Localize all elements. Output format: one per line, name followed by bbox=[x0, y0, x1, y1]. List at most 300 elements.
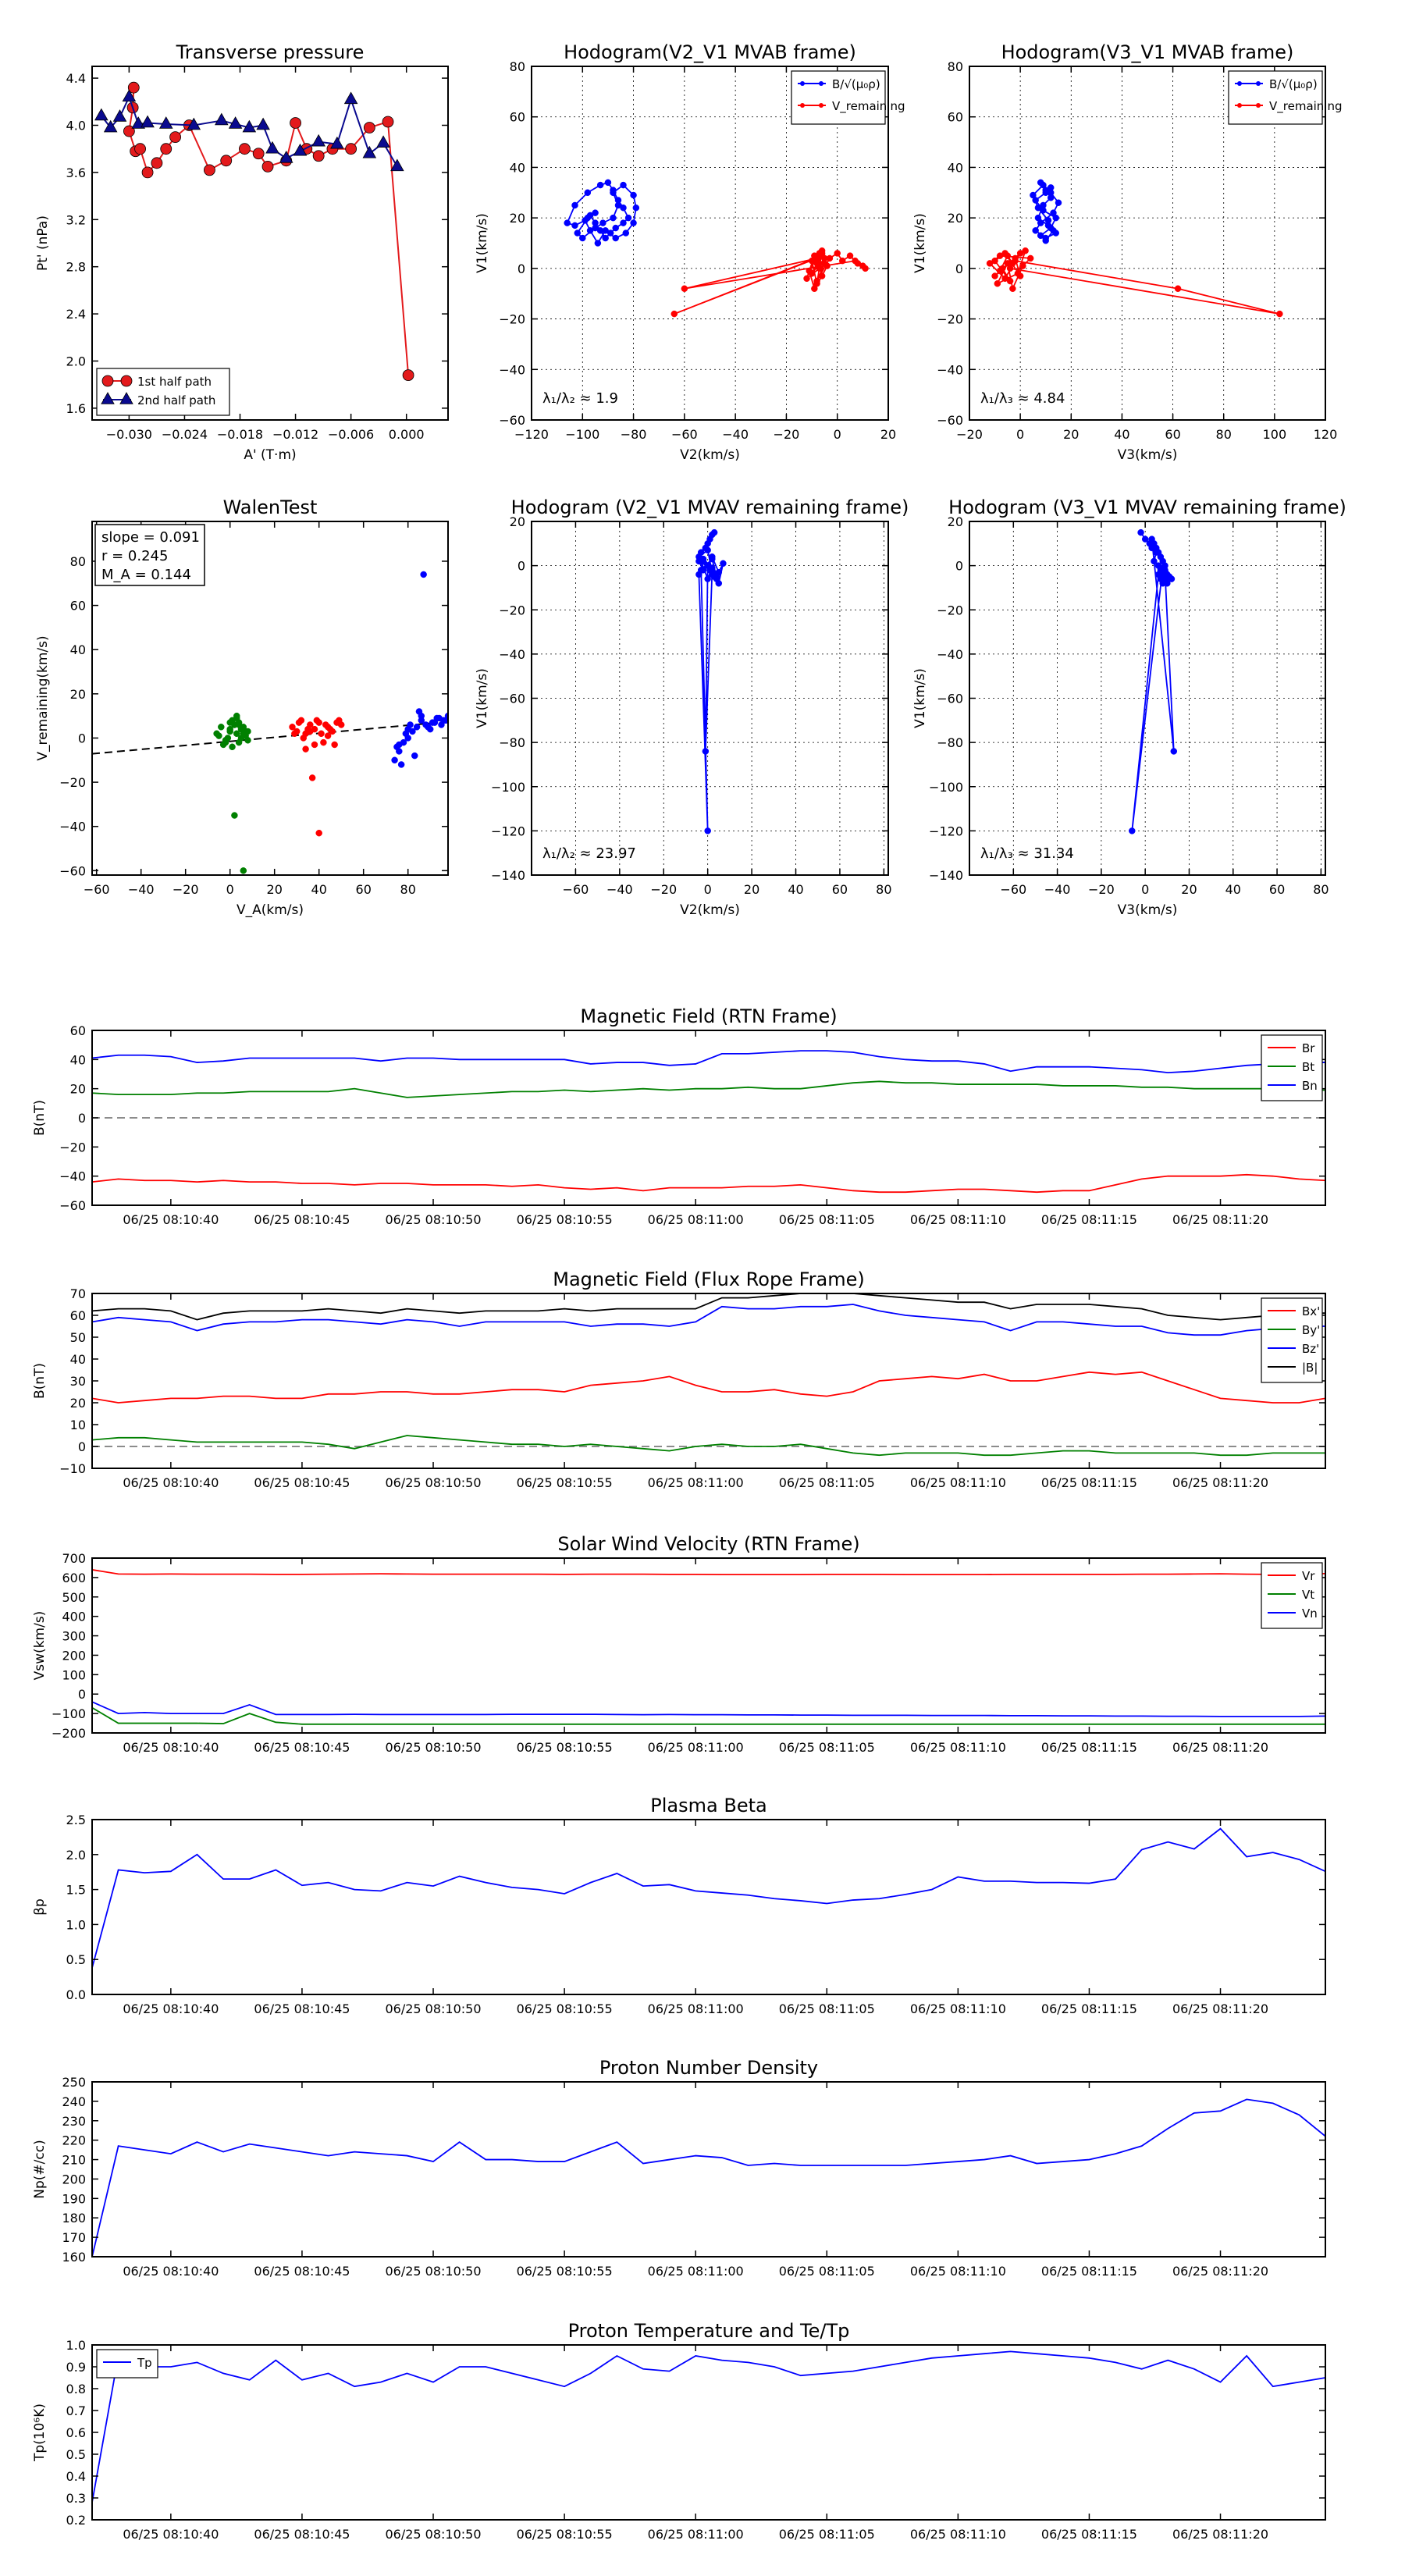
data-point bbox=[414, 724, 420, 730]
data-point bbox=[392, 757, 398, 763]
tick-label-x: 06/25 08:10:55 bbox=[516, 2527, 613, 2542]
tick-label-y: −40 bbox=[937, 646, 963, 662]
data-point bbox=[711, 529, 717, 535]
data-point bbox=[218, 724, 224, 730]
tick-label-y: 0.5 bbox=[66, 1952, 86, 1968]
data-point bbox=[1276, 311, 1282, 317]
tick-label-y: 220 bbox=[62, 2133, 86, 2148]
data-point bbox=[574, 230, 581, 237]
data-point bbox=[291, 731, 297, 737]
tick-label-y: 600 bbox=[62, 1570, 86, 1585]
data-point bbox=[631, 192, 637, 198]
data-point bbox=[227, 720, 233, 726]
tick-label-y: 0 bbox=[77, 731, 86, 746]
data-point bbox=[229, 744, 236, 750]
data-point bbox=[621, 182, 627, 188]
tick-label-x: 06/25 08:10:40 bbox=[123, 2527, 219, 2542]
data-point bbox=[222, 739, 229, 745]
chart-h4 bbox=[912, 496, 1346, 918]
data-point bbox=[161, 144, 172, 155]
tick-label-x: 06/25 08:11:20 bbox=[1172, 1475, 1269, 1490]
legend-label: B/√(μ₀ρ) bbox=[1269, 77, 1318, 91]
tick-label-y: 1.6 bbox=[66, 400, 86, 416]
tick-label-y: 20 bbox=[69, 1396, 86, 1411]
chart-h2 bbox=[912, 41, 1343, 463]
tick-label-x: −60 bbox=[670, 427, 698, 442]
tick-label-x: 80 bbox=[1215, 427, 1232, 442]
tick-label-y: −20 bbox=[499, 311, 525, 327]
data-point bbox=[233, 731, 240, 737]
data-point bbox=[716, 580, 722, 586]
tick-label-x: 20 bbox=[743, 882, 760, 897]
tick-label-x: 06/25 08:11:15 bbox=[1040, 2527, 1137, 2542]
tick-label-y: 170 bbox=[62, 2230, 86, 2246]
tick-label-y: 4.0 bbox=[66, 118, 86, 133]
data-point bbox=[336, 717, 342, 724]
tick-label-y: 0.9 bbox=[66, 2360, 86, 2375]
tick-label-y: 100 bbox=[62, 1667, 86, 1683]
data-point bbox=[1162, 569, 1168, 575]
tick-label-y: 500 bbox=[62, 1589, 86, 1605]
y-axis-label: Pt' (nPa) bbox=[35, 215, 51, 271]
tick-label-y: 400 bbox=[62, 1609, 86, 1624]
tick-label-y: −20 bbox=[499, 603, 525, 618]
tick-label-x: 06/25 08:10:50 bbox=[385, 1740, 482, 1755]
tick-label-x: 06/25 08:11:10 bbox=[909, 2264, 1006, 2279]
data-point bbox=[814, 278, 820, 284]
data-point bbox=[434, 715, 440, 721]
tick-label-x: −0.030 bbox=[105, 427, 152, 442]
legend-label: Bn bbox=[1302, 1079, 1318, 1093]
data-point bbox=[811, 286, 817, 292]
data-point bbox=[610, 187, 616, 194]
data-point bbox=[231, 813, 237, 819]
data-point bbox=[571, 202, 578, 208]
x-axis-label: V_A(km/s) bbox=[236, 902, 304, 918]
data-point bbox=[705, 827, 711, 834]
chart-h3 bbox=[475, 496, 909, 918]
tick-label-y: 240 bbox=[62, 2094, 86, 2109]
chart-title: Proton Temperature and Te/Tp bbox=[567, 2320, 850, 2342]
tick-label-y: 0.8 bbox=[66, 2382, 86, 2396]
legend-marker bbox=[819, 103, 823, 108]
tick-label-x: 06/25 08:11:05 bbox=[778, 2527, 875, 2542]
tick-label-y: 0.6 bbox=[66, 2425, 86, 2440]
chart-title: Hodogram (V3_V1 MVAV remaining frame) bbox=[948, 496, 1346, 518]
tick-label-x: 80 bbox=[876, 882, 892, 897]
data-point bbox=[1017, 250, 1023, 256]
data-point bbox=[405, 726, 411, 732]
annotation-text: λ₁/λ₂ ≈ 1.9 bbox=[542, 390, 618, 407]
tick-label-x: 0 bbox=[703, 882, 712, 897]
tick-label-y: 50 bbox=[69, 1330, 86, 1345]
tick-label-x: 06/25 08:10:50 bbox=[385, 1475, 482, 1490]
tick-label-x: 06/25 08:10:45 bbox=[254, 2527, 350, 2542]
tick-label-y: 180 bbox=[62, 2211, 86, 2226]
legend-label: V_remaining bbox=[832, 99, 905, 113]
tick-label-x: 06/25 08:11:15 bbox=[1040, 1475, 1137, 1490]
legend-label: 1st half path bbox=[137, 375, 212, 389]
tick-label-x: 120 bbox=[1313, 427, 1338, 442]
data-point bbox=[571, 222, 578, 229]
data-point bbox=[1149, 536, 1155, 543]
data-point bbox=[1009, 286, 1016, 292]
chart-walen bbox=[35, 496, 451, 918]
data-point bbox=[681, 286, 688, 292]
data-point bbox=[987, 260, 993, 266]
tick-label-x: 0 bbox=[1016, 427, 1025, 442]
data-point bbox=[1037, 233, 1044, 239]
data-point bbox=[613, 225, 619, 231]
chart-title: Magnetic Field (Flux Rope Frame) bbox=[553, 1268, 865, 1290]
tick-label-y: −200 bbox=[52, 1726, 86, 1741]
tick-label-x: 06/25 08:10:45 bbox=[254, 1740, 350, 1755]
y-axis-label: B(nT) bbox=[32, 1362, 48, 1400]
tick-label-x: 100 bbox=[1262, 427, 1287, 442]
data-point bbox=[1002, 276, 1008, 282]
tick-label-x: 06/25 08:10:40 bbox=[123, 1740, 219, 1755]
legend bbox=[1261, 1563, 1322, 1628]
tick-label-x: 06/25 08:11:05 bbox=[778, 2001, 875, 2016]
legend-line: slope = 0.091 bbox=[101, 529, 200, 546]
data-point bbox=[610, 215, 616, 221]
legend-label: Vt bbox=[1302, 1588, 1315, 1602]
y-axis-label: βp bbox=[32, 1898, 48, 1916]
tick-label-y: 0.4 bbox=[66, 2469, 86, 2484]
tick-label-y: 2.8 bbox=[66, 259, 86, 275]
data-point bbox=[698, 567, 704, 573]
data-point bbox=[318, 731, 325, 737]
plot-area bbox=[92, 2345, 1325, 2520]
tick-label-x: 06/25 08:11:15 bbox=[1040, 1212, 1137, 1227]
data-point bbox=[170, 132, 181, 143]
data-point bbox=[396, 742, 402, 748]
data-point bbox=[301, 735, 307, 741]
tick-label-x: 40 bbox=[311, 882, 327, 897]
data-point bbox=[332, 742, 338, 748]
tick-label-y: −140 bbox=[491, 868, 525, 883]
tick-label-y: −60 bbox=[59, 863, 86, 879]
data-point bbox=[827, 255, 833, 262]
tick-label-x: 06/25 08:10:45 bbox=[254, 2001, 350, 2016]
data-point bbox=[625, 215, 631, 221]
annotation-text: λ₁/λ₂ ≈ 23.97 bbox=[542, 845, 636, 862]
tick-label-y: 60 bbox=[947, 109, 963, 125]
tick-label-x: 20 bbox=[266, 882, 283, 897]
tick-label-x: 20 bbox=[1063, 427, 1080, 442]
tick-label-y: 60 bbox=[69, 598, 86, 614]
data-point bbox=[411, 753, 418, 759]
tick-label-y: 40 bbox=[69, 1052, 86, 1068]
tick-label-y: −40 bbox=[499, 646, 525, 662]
tick-label-y: 2.0 bbox=[66, 354, 86, 369]
data-point bbox=[382, 116, 393, 127]
data-point bbox=[615, 197, 621, 203]
data-point bbox=[834, 250, 841, 256]
tick-label-x: −20 bbox=[956, 427, 983, 442]
tick-label-x: 06/25 08:10:45 bbox=[254, 1475, 350, 1490]
data-point bbox=[709, 569, 715, 575]
tick-label-y: 0.5 bbox=[66, 2447, 86, 2462]
tick-label-x: 06/25 08:11:20 bbox=[1172, 2264, 1269, 2279]
legend-label: B/√(μ₀ρ) bbox=[832, 77, 880, 91]
data-point bbox=[1012, 258, 1019, 264]
data-point bbox=[215, 733, 222, 739]
data-point bbox=[564, 220, 571, 226]
legend bbox=[1261, 1298, 1322, 1382]
tick-label-x: −80 bbox=[620, 427, 647, 442]
tick-label-y: 30 bbox=[69, 1374, 86, 1389]
data-point bbox=[233, 713, 240, 719]
tick-label-x: −0.024 bbox=[161, 427, 208, 442]
tick-label-x: 80 bbox=[400, 882, 416, 897]
tick-label-y: −40 bbox=[499, 362, 525, 378]
tick-label-x: 20 bbox=[880, 427, 897, 442]
tick-label-y: 700 bbox=[62, 1551, 86, 1566]
tick-label-y: −80 bbox=[937, 735, 963, 751]
legend-marker bbox=[1256, 103, 1261, 108]
legend-line: M_A = 0.144 bbox=[101, 567, 191, 583]
tick-label-x: 06/25 08:10:55 bbox=[516, 2001, 613, 2016]
tick-label-x: 06/25 08:10:50 bbox=[385, 2527, 482, 2542]
data-point bbox=[702, 748, 709, 754]
data-point bbox=[592, 220, 599, 226]
data-point bbox=[327, 726, 333, 732]
data-point bbox=[994, 280, 1001, 286]
chart-bf bbox=[32, 1005, 1325, 1227]
chart-tp bbox=[35, 41, 448, 463]
chart-title: Hodogram(V3_V1 MVAB frame) bbox=[1001, 41, 1294, 63]
data-point bbox=[863, 265, 869, 272]
data-point bbox=[613, 235, 619, 241]
tick-label-x: −120 bbox=[514, 427, 549, 442]
tick-label-y: 300 bbox=[62, 1628, 86, 1644]
data-point bbox=[1175, 286, 1181, 292]
tick-label-y: 190 bbox=[62, 2191, 86, 2207]
data-point bbox=[1043, 237, 1049, 244]
tick-label-x: −40 bbox=[1044, 882, 1071, 897]
x-axis-label: A' (T·m) bbox=[244, 447, 297, 463]
tick-label-x: 06/25 08:10:50 bbox=[385, 2001, 482, 2016]
tick-label-x: 06/25 08:11:15 bbox=[1040, 2264, 1137, 2279]
tick-label-x: −40 bbox=[127, 882, 155, 897]
tick-label-x: −40 bbox=[606, 882, 633, 897]
legend-marker bbox=[102, 375, 113, 386]
tick-label-x: 06/25 08:11:05 bbox=[778, 1740, 875, 1755]
data-point bbox=[1053, 215, 1059, 221]
data-point bbox=[671, 311, 678, 317]
data-point bbox=[1048, 184, 1054, 190]
tick-label-x: −60 bbox=[1000, 882, 1027, 897]
data-point bbox=[346, 144, 357, 155]
data-point bbox=[325, 733, 331, 739]
data-point bbox=[314, 717, 320, 724]
legend-marker bbox=[819, 81, 823, 86]
data-point bbox=[221, 155, 232, 166]
chart-title: Hodogram(V2_V1 MVAB frame) bbox=[564, 41, 856, 63]
data-point bbox=[236, 721, 242, 728]
tick-label-y: 0 bbox=[955, 558, 963, 574]
tick-label-y: −20 bbox=[937, 311, 963, 327]
data-point bbox=[151, 158, 162, 169]
tick-label-x: 60 bbox=[355, 882, 372, 897]
data-point bbox=[605, 180, 611, 186]
data-point bbox=[1160, 580, 1166, 586]
tick-label-x: 06/25 08:10:50 bbox=[385, 2264, 482, 2279]
tick-label-y: 200 bbox=[62, 2172, 86, 2187]
tick-label-x: 60 bbox=[831, 882, 848, 897]
tick-label-y: 4.4 bbox=[66, 71, 86, 87]
x-axis-label: V2(km/s) bbox=[680, 447, 740, 463]
data-point bbox=[1138, 529, 1144, 535]
tick-label-y: 1.0 bbox=[66, 1917, 86, 1933]
tick-label-y: 0 bbox=[517, 261, 525, 276]
chart-h1 bbox=[475, 41, 905, 463]
tick-label-x: 06/25 08:11:20 bbox=[1172, 2001, 1269, 2016]
legend bbox=[1261, 1035, 1322, 1101]
data-point bbox=[364, 123, 375, 133]
tick-label-x: 06/25 08:11:10 bbox=[909, 1740, 1006, 1755]
legend-marker bbox=[121, 375, 132, 386]
data-point bbox=[709, 556, 715, 562]
data-point bbox=[1033, 197, 1039, 203]
tick-label-y: 20 bbox=[947, 211, 963, 226]
x-axis-label: V3(km/s) bbox=[1117, 902, 1178, 918]
legend-marker bbox=[1237, 81, 1242, 86]
tick-label-x: −0.012 bbox=[272, 427, 319, 442]
data-point bbox=[1007, 265, 1013, 272]
legend-label: Bz' bbox=[1302, 1342, 1320, 1356]
tick-label-y: 20 bbox=[947, 514, 963, 529]
tick-label-y: 0 bbox=[517, 558, 525, 574]
tick-label-y: 80 bbox=[947, 59, 963, 74]
chart-np bbox=[32, 2057, 1325, 2279]
tick-label-x: −20 bbox=[650, 882, 678, 897]
tick-label-x: 20 bbox=[1181, 882, 1197, 897]
tick-label-y: 2.4 bbox=[66, 307, 86, 322]
chart-tpt bbox=[32, 2320, 1325, 2542]
tick-label-x: 06/25 08:11:20 bbox=[1172, 1740, 1269, 1755]
legend-label: 2nd half path bbox=[137, 393, 216, 407]
tick-label-y: −40 bbox=[937, 362, 963, 378]
tick-label-x: 06/25 08:11:00 bbox=[647, 1212, 744, 1227]
legend-label: Vn bbox=[1302, 1606, 1318, 1621]
data-point bbox=[142, 167, 153, 178]
tick-label-x: 06/25 08:11:15 bbox=[1040, 2001, 1137, 2016]
tick-label-y: 0.3 bbox=[66, 2491, 86, 2506]
tick-label-x: −60 bbox=[562, 882, 589, 897]
tick-label-y: 0 bbox=[77, 1111, 86, 1126]
tick-label-x: −0.018 bbox=[216, 427, 264, 442]
data-point bbox=[621, 205, 627, 211]
legend-label: |B| bbox=[1302, 1361, 1318, 1375]
data-point bbox=[316, 830, 322, 836]
chart-title: Solar Wind Velocity (RTN Frame) bbox=[557, 1533, 860, 1555]
data-point bbox=[720, 560, 726, 567]
data-point bbox=[398, 761, 404, 767]
tick-label-x: 06/25 08:11:10 bbox=[909, 2001, 1006, 2016]
tick-label-y: −60 bbox=[59, 1198, 86, 1213]
data-point bbox=[997, 253, 1003, 259]
tick-label-y: −60 bbox=[937, 413, 963, 428]
tick-label-y: −100 bbox=[52, 1706, 86, 1722]
data-point bbox=[579, 235, 585, 241]
data-point bbox=[707, 536, 713, 543]
tick-label-y: 210 bbox=[62, 2152, 86, 2168]
tick-label-x: 06/25 08:10:40 bbox=[123, 1475, 219, 1490]
tick-label-x: −20 bbox=[172, 882, 199, 897]
data-point bbox=[135, 144, 146, 155]
data-point bbox=[1037, 220, 1044, 226]
data-point bbox=[243, 728, 249, 735]
chart-bfr bbox=[32, 1268, 1325, 1490]
tick-label-x: 06/25 08:11:10 bbox=[909, 1212, 1006, 1227]
tick-label-x: 0.000 bbox=[388, 427, 425, 442]
legend bbox=[97, 2350, 158, 2378]
data-point bbox=[403, 370, 414, 381]
tick-label-x: 06/25 08:11:00 bbox=[647, 1740, 744, 1755]
tick-label-x: 40 bbox=[788, 882, 804, 897]
tick-label-y: 40 bbox=[947, 160, 963, 176]
tick-label-x: 0 bbox=[226, 882, 234, 897]
data-point bbox=[307, 728, 313, 735]
tick-label-y: −80 bbox=[499, 735, 525, 751]
chart-title: Hodogram (V2_V1 MVAV remaining frame) bbox=[510, 496, 909, 518]
data-point bbox=[819, 253, 825, 259]
data-point bbox=[1019, 263, 1026, 269]
tick-label-y: 3.6 bbox=[66, 165, 86, 180]
tick-label-x: −20 bbox=[773, 427, 800, 442]
tick-label-y: 0 bbox=[955, 261, 963, 276]
data-point bbox=[290, 117, 301, 128]
tick-label-x: 06/25 08:11:05 bbox=[778, 1475, 875, 1490]
data-point bbox=[245, 737, 251, 743]
tick-label-y: −10 bbox=[59, 1461, 86, 1476]
tick-label-x: 60 bbox=[1268, 882, 1286, 897]
tick-label-y: 0 bbox=[77, 1439, 86, 1454]
tick-label-x: 06/25 08:10:55 bbox=[516, 2264, 613, 2279]
data-point bbox=[1040, 207, 1046, 213]
data-point bbox=[587, 227, 593, 233]
data-point bbox=[582, 217, 589, 223]
tick-label-x: 06/25 08:11:20 bbox=[1172, 1212, 1269, 1227]
data-point bbox=[313, 151, 324, 162]
tick-label-x: 06/25 08:11:00 bbox=[647, 2001, 744, 2016]
data-point bbox=[296, 720, 302, 726]
tick-label-x: 06/25 08:11:05 bbox=[778, 2264, 875, 2279]
tick-label-x: 06/25 08:10:55 bbox=[516, 1475, 613, 1490]
tick-label-x: 06/25 08:11:10 bbox=[909, 1475, 1006, 1490]
tick-label-x: 40 bbox=[1225, 882, 1241, 897]
tick-label-y: 20 bbox=[509, 211, 525, 226]
data-point bbox=[1055, 200, 1062, 206]
data-point bbox=[262, 161, 273, 172]
data-point bbox=[999, 265, 1005, 272]
tick-label-y: 3.2 bbox=[66, 212, 86, 228]
legend-marker bbox=[1256, 81, 1261, 86]
data-point bbox=[705, 547, 711, 553]
tick-label-x: 06/25 08:10:40 bbox=[123, 1212, 219, 1227]
data-point bbox=[1045, 217, 1051, 223]
annotation-text: λ₁/λ₃ ≈ 4.84 bbox=[980, 390, 1065, 407]
y-axis-label: B(nT) bbox=[32, 1099, 48, 1137]
legend-box bbox=[95, 525, 205, 585]
y-axis-label: V1(km/s) bbox=[912, 668, 928, 728]
data-point bbox=[587, 212, 593, 219]
tick-label-y: 0.0 bbox=[66, 1987, 86, 2002]
tick-label-y: 40 bbox=[69, 1352, 86, 1367]
tick-label-x: 40 bbox=[1114, 427, 1130, 442]
